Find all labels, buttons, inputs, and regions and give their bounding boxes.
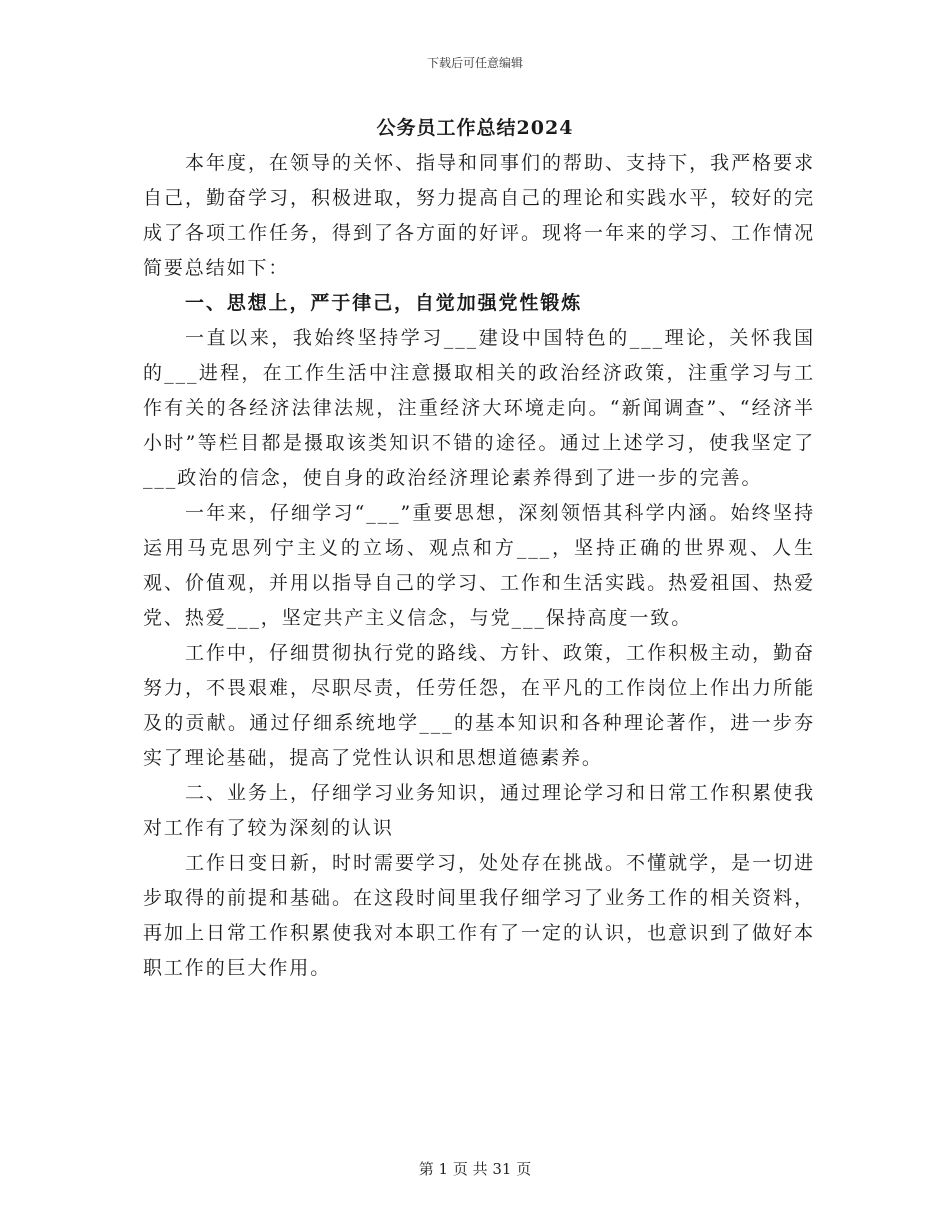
body-paragraph: 一直以来，我始终坚持学习___建设中国特色的___理论，关怀我国的___进程，在工作生活中注意摄取相关的政治经济政策，注重学习与工作有关的各经济法律法规，注重经济大环境走向。“新闻调查”、“经济半小时”等栏目都是摄取该类知识不错的途径。通过上述学习，使我坚定了___政治的信念，使自身的政治经济理论素养得到了进一步的完善。 (143, 327, 815, 489)
section-heading-business: 二、业务上，仔细学习业务知识，通过理论学习和日常工作积累使我对工作有了较为深刻的认识 (143, 782, 815, 839)
document-body (143, 146, 815, 986)
page-footer: 第 1 页 共 31 页 (418, 1160, 532, 1178)
section-heading-ideology: 一、思想上，严于律己，自觉加强党性锻炼 (185, 292, 583, 314)
body-paragraph: 工作日变日新，时时需要学习，处处存在挑战。不懂就学，是一切进步取得的前提和基础。在这段时间里我仔细学习了业务工作的相关资料，再加上日常工作积累使我对本职工作有了一定的认识，也意识到了做好本职工作的巨大作用。 (143, 852, 815, 979)
document-title: 公务员工作总结2024 (376, 117, 574, 139)
intro-paragraph: 本年度，在领导的关怀、指导和同事们的帮助、支持下，我严格要求自己，勤奋学习，积极进取，努力提高自己的理论和实践水平，较好的完成了各项工作任务，得到了各方面的好评。现将一年来的学习、工作情况简要总结如下： (143, 152, 815, 279)
body-paragraph: 工作中，仔细贯彻执行党的路线、方针、政策，工作积极主动，勤奋努力，不畏艰难，尽职尽责，任劳任怨，在平凡的工作岗位上作出力所能及的贡献。通过仔细系统地学___的基本知识和各种理论著作，进一步夯实了理论基础，提高了党性认识和思想道德素养。 (143, 642, 815, 769)
body-paragraph: 一年来，仔细学习“___”重要思想，深刻领悟其科学内涵。始终坚持运用马克思列宁主义的立场、观点和方___，坚持正确的世界观、人生观、价值观，并用以指导自己的学习、工作和生活实践。热爱祖国、热爱党、热爱___，坚定共产主义信念，与党___保持高度一致。 (143, 502, 815, 629)
header-note: 下载后可任意编辑 (426, 56, 523, 70)
